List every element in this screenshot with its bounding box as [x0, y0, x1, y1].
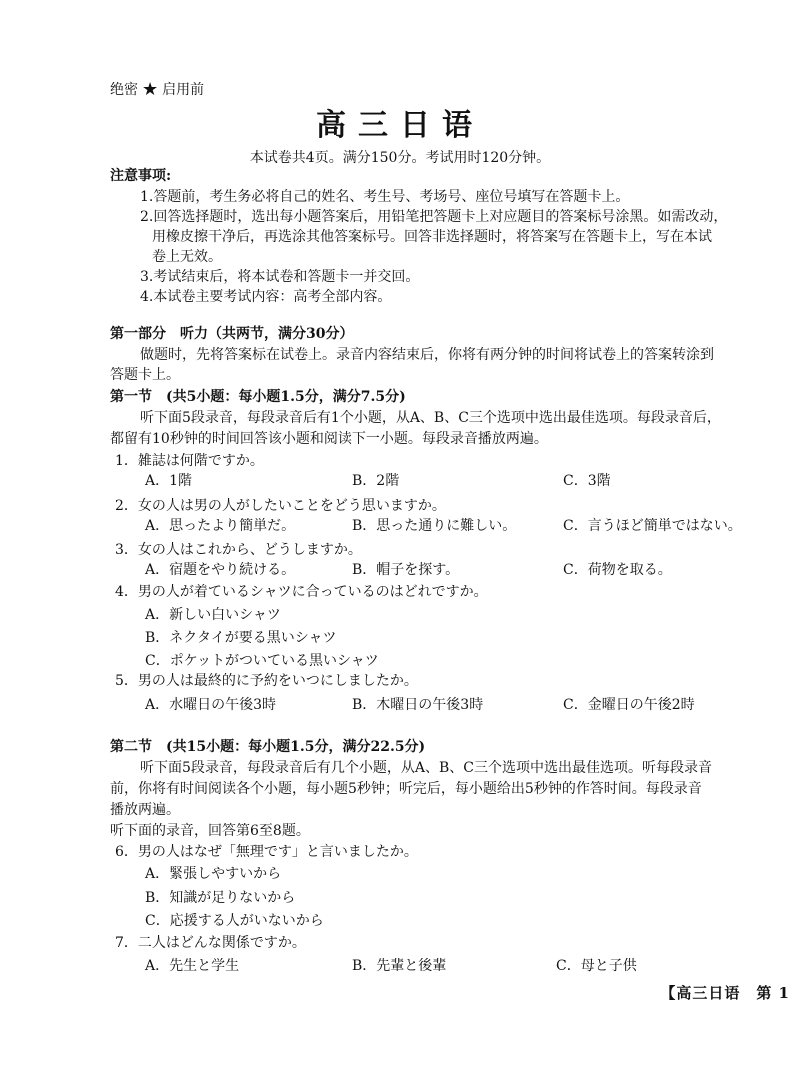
question-6-option-a: A．緊張しやすいから	[145, 866, 282, 882]
notes-item-2-line-3: 卷上无效。	[152, 249, 222, 265]
question-1-option-c: C．3階	[563, 473, 611, 489]
section1-intro-line-2: 都留有10秒钟的时间回答该小题和阅读下一小题。每段录音播放两遍。	[110, 431, 548, 447]
listen-note: 听下面的录音，回答第6至8题。	[110, 823, 310, 839]
notes-item-4: 4.本试卷主要考试内容：高考全部内容。	[140, 289, 392, 305]
exam-subtitle: 本试卷共4页。满分150分。考试用时120分钟。	[249, 150, 551, 166]
question-6-option-b: B．知識が足りないから	[145, 890, 296, 906]
section2-heading: 第二节 (共15小题：每小题1.5分，满分22.5分)	[110, 739, 426, 755]
notes-heading: 注意事项:	[110, 168, 172, 184]
question-2-stem: 2．女の人は男の人がしたいことをどう思いますか。	[115, 498, 446, 514]
section2-intro-line-3: 播放两遍。	[110, 802, 180, 818]
section2-intro-line-2: 前，你将有时间阅读各个小题，每小题5秒钟；听完后，每小题给出5秒钟的作答时间。每段录音	[110, 781, 702, 797]
question-2-option-a: A．思ったより簡単だ。	[145, 518, 296, 534]
question-3-option-c: C．荷物を取る。	[563, 562, 672, 578]
question-7-stem: 7．二人はどんな関係ですか。	[115, 935, 306, 951]
question-1-option-b: B．2階	[352, 473, 400, 489]
page-footer: 【高三日语 第 1	[660, 984, 790, 1002]
question-7-option-a: A．先生と学生	[145, 958, 240, 974]
question-4-option-b: B．ネクタイが要る黒いシャツ	[145, 630, 337, 646]
notes-item-2-line-2: 用橡皮擦干净后，再选涂其他答案标号。回答非选择题时，将答案写在答题卡上，写在本试	[152, 229, 712, 245]
question-3-option-b: B．帽子を探す。	[352, 562, 460, 578]
section1-heading: 第一节 (共5小题：每小题1.5分，满分7.5分)	[110, 389, 406, 405]
notes-item-2-line-1: 2.回答选择题时，选出每小题答案后，用铅笔把答题卡上对应题目的答案标号涂黑。如需改动，	[140, 209, 728, 225]
question-1-option-a: A．1階	[145, 473, 193, 489]
question-7-option-b: B．先輩と後輩	[352, 958, 447, 974]
question-7-option-c: C．母と子供	[556, 958, 637, 974]
question-3-stem: 3．女の人はこれから、どうしますか。	[115, 542, 362, 558]
question-5-option-b: B．木曜日の午後3時	[352, 697, 484, 713]
notes-item-1: 1.答题前，考生务必将自己的姓名、考生号、考场号、座位号填写在答题卡上。	[140, 189, 630, 205]
part1-intro-line-1: 做题时，先将答案标在试卷上。录音内容结束后，你将有两分钟的时间将试卷上的答案转涂到	[140, 347, 714, 363]
question-6-stem: 6．男の人はなぜ「無理です」と言いましたか。	[115, 844, 418, 860]
question-5-option-c: C．金曜日の午後2時	[563, 697, 695, 713]
star-icon: ★	[142, 79, 159, 100]
page-title: 高三日语	[316, 108, 484, 143]
before-use-label: 启用前	[162, 82, 205, 98]
part1-heading: 第一部分 听力（共两节，满分30分）	[110, 326, 354, 342]
question-4-option-c: C．ポケットがついている黒いシャツ	[145, 653, 379, 669]
part1-intro-line-2: 答题卡上。	[110, 367, 180, 383]
question-4-option-a: A．新しい白いシャツ	[145, 607, 281, 623]
question-4-stem: 4．男の人が着ているシャツに合っているのはどれですか。	[115, 584, 488, 600]
question-3-option-a: A．宿題をやり続ける。	[145, 562, 296, 578]
confidential-label: 绝密	[110, 82, 138, 98]
question-5-stem: 5．男の人は最終的に予約をいつにしましたか。	[115, 673, 418, 689]
confidential-mark	[110, 78, 204, 99]
section1-intro-line-1: 听下面5段录音，每段录音后有1个小题，从A、B、C三个选项中选出最佳选项。每段录音后，	[140, 410, 721, 426]
question-6-option-c: C．応援する人がいないから	[145, 913, 324, 929]
question-1-stem: 1．雑誌は何階ですか。	[115, 453, 264, 469]
section2-intro-line-1: 听下面5段录音，每段录音后有几个小题，从A、B、C三个选项中选出最佳选项。听每段录音	[140, 760, 713, 776]
question-5-option-a: A．水曜日の午後3時	[145, 697, 277, 713]
question-2-option-c: C．言うほど簡単ではない。	[563, 518, 742, 534]
question-2-option-b: B．思った通りに難しい。	[352, 518, 517, 534]
notes-item-3: 3.考试结束后，将本试卷和答题卡一并交回。	[140, 269, 420, 285]
